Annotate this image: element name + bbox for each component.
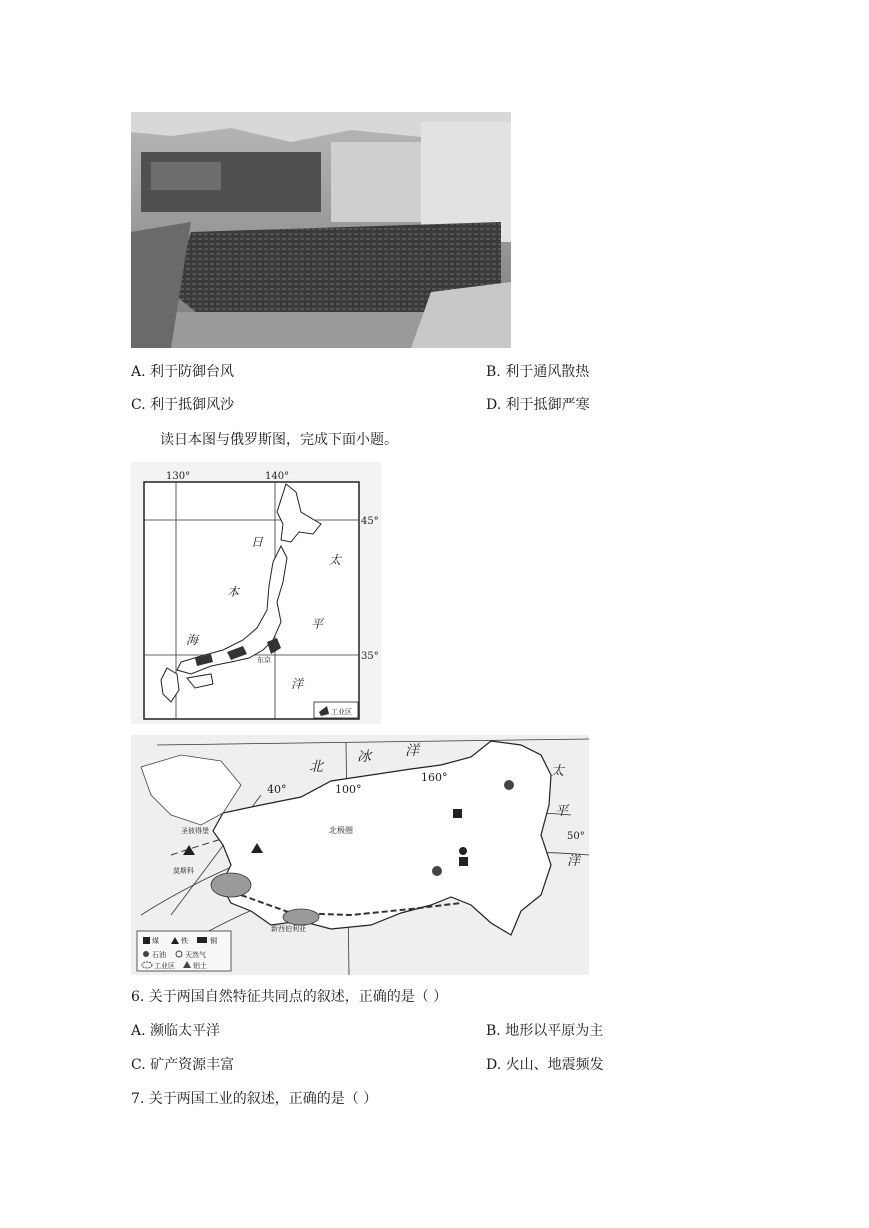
city-st-petersburg: 圣彼得堡	[181, 827, 209, 835]
legend-industrial: 工业区	[154, 962, 175, 970]
q5-option-b: B. 利于通风散热	[486, 364, 590, 380]
legend-copper: 铜	[210, 937, 217, 945]
japan-ocean-char-2: 平	[311, 617, 324, 631]
japan-ocean-char-3: 洋	[291, 677, 304, 691]
legend-gas: 天然气	[185, 951, 206, 959]
pacific-char-3: 洋	[567, 854, 581, 869]
russia-lat-50: 50°	[567, 831, 585, 842]
q6-option-c: C. 矿产资源丰富	[131, 1057, 235, 1073]
japan-sea-char-2: 本	[227, 585, 240, 599]
japan-lon-140: 140°	[265, 471, 290, 482]
legend-iron: 铁	[181, 937, 188, 945]
japan-city-tokyo: 东京	[257, 656, 271, 664]
russia-lon-160: 160°	[421, 771, 448, 784]
japan-lat-35: 35°	[361, 651, 379, 662]
legend-coal: 煤	[152, 937, 159, 945]
japan-sea-char-1: 日	[251, 535, 264, 549]
arctic-circle-label: 北极圈	[329, 826, 353, 835]
pacific-char-2: 平	[555, 804, 569, 819]
q5-option-c: C. 利于抵御风沙	[131, 397, 235, 413]
legend-oil: 石油	[152, 951, 166, 959]
city-moscow: 莫斯科	[173, 867, 194, 875]
reading-instruction: 读日本图与俄罗斯图，完成下面小题。	[160, 432, 398, 448]
japan-legend-industrial: 工业区	[331, 708, 352, 716]
japan-sea-char-3: 海	[186, 633, 199, 647]
city-novosibirsk: 新西伯利亚	[271, 925, 306, 933]
russia-lon-100: 100°	[335, 783, 362, 796]
q6-option-b: B. 地形以平原为主	[486, 1023, 604, 1039]
q6-stem: 6. 关于两国自然特征共同点的叙述，正确的是（ ）	[131, 989, 448, 1005]
japan-map	[131, 462, 381, 724]
q7-stem: 7. 关于两国工业的叙述，正确的是（ ）	[131, 1091, 378, 1107]
q6-option-a: A. 濒临太平洋	[131, 1023, 221, 1039]
question-photo	[131, 112, 511, 348]
q5-option-a: A. 利于防御台风	[131, 364, 235, 380]
legend-bauxite: 铝土	[193, 962, 207, 970]
arctic-ocean-char-2: 冰	[357, 749, 371, 765]
russia-lon-40: 40°	[267, 783, 287, 796]
q6-option-d: D. 火山、地震频发	[486, 1057, 604, 1073]
russia-map	[131, 735, 589, 975]
arctic-ocean-char-1: 北	[309, 759, 323, 775]
q5-option-d: D. 利于抵御严寒	[486, 397, 590, 413]
arctic-ocean-char-3: 洋	[405, 743, 419, 759]
japan-lon-130: 130°	[166, 471, 191, 482]
japan-lat-45: 45°	[361, 516, 379, 527]
pacific-char-1: 太	[551, 764, 565, 779]
japan-ocean-char-1: 太	[329, 553, 342, 567]
